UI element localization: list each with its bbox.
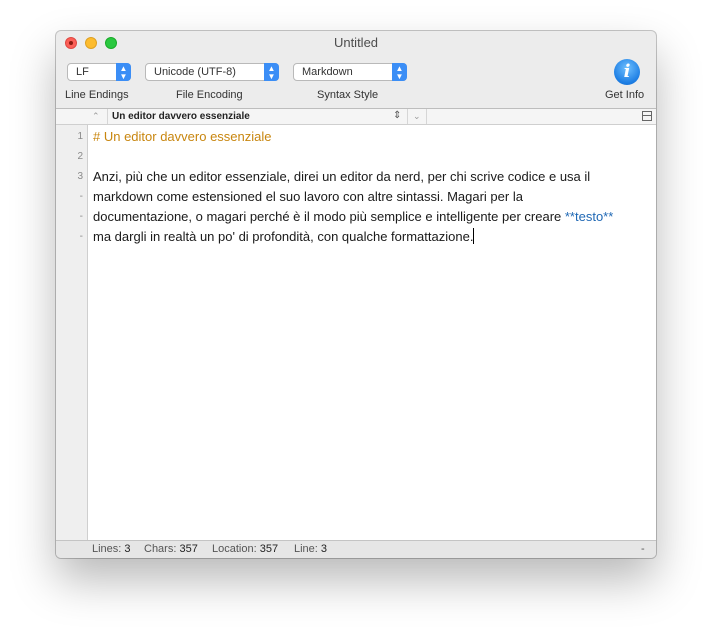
navigation-bar [56,109,656,125]
status-chars [144,541,198,558]
text-line: markdown come estensioned el suo lavoro con altre sintassi. Magari per la [93,189,523,204]
text-run: documentazione, o magari perché è il modo più semplice e intelligente per creare [93,209,565,224]
outline-menu[interactable]: Un editor davvero essenziale [112,111,250,122]
chevron-up-icon[interactable]: ⌃ [92,111,100,121]
editor-area [56,108,656,541]
title-bar [56,31,656,55]
text-run: ma dargli in realtà un po' di profondità, con qualche formattazione. [93,229,474,244]
line-endings-label: Line Endings [65,89,129,101]
outline-popup-arrows-icon[interactable]: ⇕ [393,110,402,121]
get-info-button[interactable] [614,59,640,85]
divider [426,109,427,124]
divider [407,109,408,124]
status-label: Chars: [144,543,177,555]
status-lines [92,541,131,558]
status-label: Location: [212,543,257,555]
status-value: 357 [179,543,198,555]
divider [107,109,108,124]
status-location [212,541,278,558]
minimize-window-button[interactable] [85,37,97,49]
markdown-heading-line: # Un editor davvero essenziale [93,129,272,144]
editor-window [56,31,656,558]
status-value: 3 [320,543,328,555]
line-number-gutter [56,125,88,541]
window-title: Untitled [333,35,379,50]
close-window-button[interactable] [65,37,77,49]
chevron-down-icon[interactable]: ⌄ [413,111,421,121]
syntax-style-label: Syntax Style [317,89,379,101]
status-bar [56,540,656,558]
popup-arrows-icon: ▲ ▼ [392,63,407,81]
status-label: Line: [294,543,318,555]
file-encoding-label: File Encoding [176,89,243,101]
line-number: - [79,191,83,202]
line-number: 3 [77,171,83,182]
syntax-style-popup[interactable] [293,63,407,81]
line-number: 2 [77,151,83,162]
text-line [93,207,613,227]
text-line [93,227,474,247]
line-number: - [79,211,83,222]
line-endings-popup[interactable] [67,63,131,81]
line-number: 1 [77,131,83,142]
text-line: Anzi, più che un editor essenziale, direi un editor da nerd, per chi scrive codice e usa il [93,169,591,184]
status-value: 3 [124,543,131,555]
file-encoding-value: Unicode (UTF-8) [154,66,236,78]
status-label: Lines: [92,543,122,555]
line-endings-value: LF [76,66,89,78]
markdown-bold-text: **testo** [564,209,614,224]
info-icon: i [623,61,631,82]
popup-arrows-icon: ▲ ▼ [116,63,131,81]
status-value: 357 [259,543,279,555]
text-cursor [473,228,474,244]
line-number: - [79,231,83,242]
zoom-window-button[interactable] [105,37,117,49]
get-info-label: Get Info [605,89,645,101]
file-encoding-popup[interactable] [145,63,279,81]
split-view-icon[interactable] [642,111,652,121]
status-right-indicator: - [641,543,645,555]
syntax-style-value: Markdown [302,66,353,78]
popup-arrows-icon: ▲ ▼ [264,63,279,81]
status-line [294,541,327,558]
